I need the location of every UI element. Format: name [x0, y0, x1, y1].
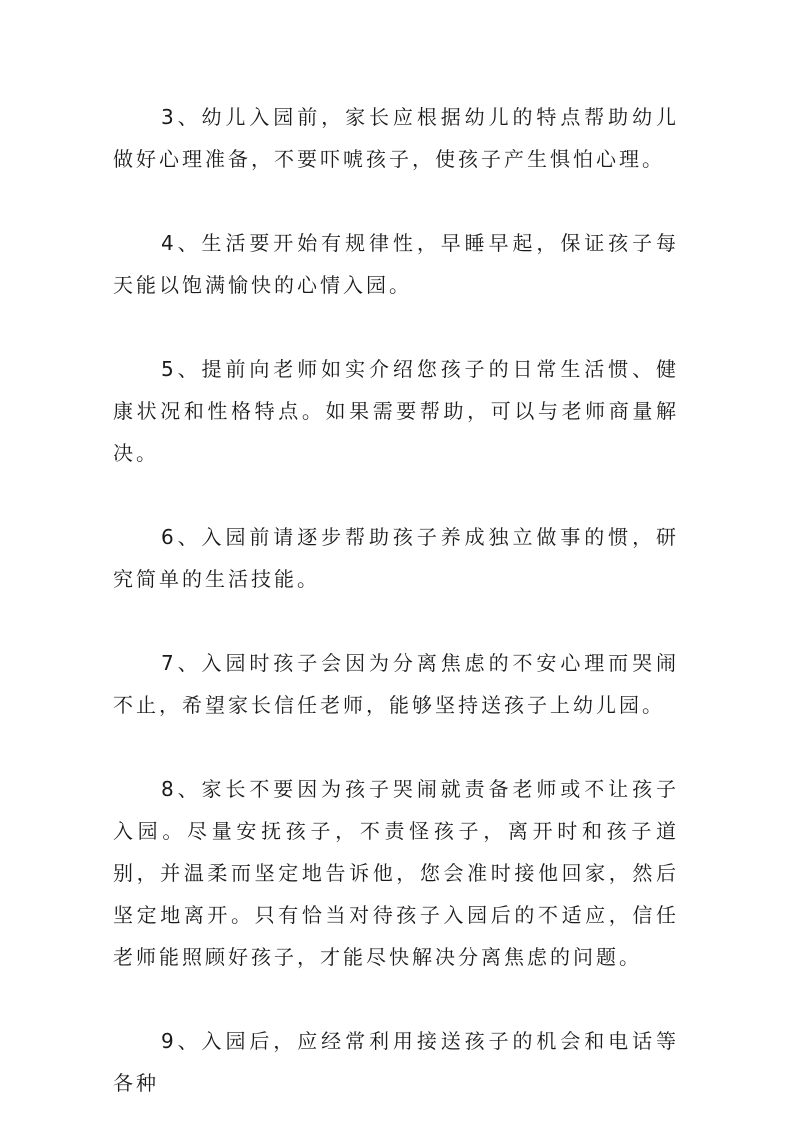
document-body [113, 96, 679, 1146]
paragraph-item-3: 3、幼儿入园前，家长应根据幼儿的特点帮助幼儿做好心理准备，不要吓唬孩子，使孩子产生惧怕心理。 [113, 105, 679, 171]
paragraph-item-9: 9、入园后，应经常利用接送孩子的机会和电话等各种 [113, 1029, 679, 1095]
paragraph-item-4: 4、生活要开始有规律性，早睡早起，保证孩子每天能以饱满愉快的心情入园。 [113, 231, 679, 297]
paragraph-item-6: 6、入园前请逐步帮助孩子养成独立做事的惯，研究简单的生活技能。 [113, 525, 679, 591]
paragraph-item-8: 8、家长不要因为孩子哭闹就责备老师或不让孩子入园。尽量安抚孩子，不责怪孩子，离开时和孩子道别，并温柔而坚定地告诉他，您会准时接他回家，然后坚定地离开。只有恰当对待孩子入园后的不适应，信任老师能照顾好孩子，才能尽快解决分离焦虑的问题。 [113, 777, 679, 969]
paragraph-item-5: 5、提前向老师如实介绍您孩子的日常生活惯、健康状况和性格特点。如果需要帮助，可以与老师商量解决。 [113, 357, 679, 465]
paragraph-item-7: 7、入园时孩子会因为分离焦虑的不安心理而哭闹不止，希望家长信任老师，能够坚持送孩子上幼儿园。 [113, 651, 679, 717]
